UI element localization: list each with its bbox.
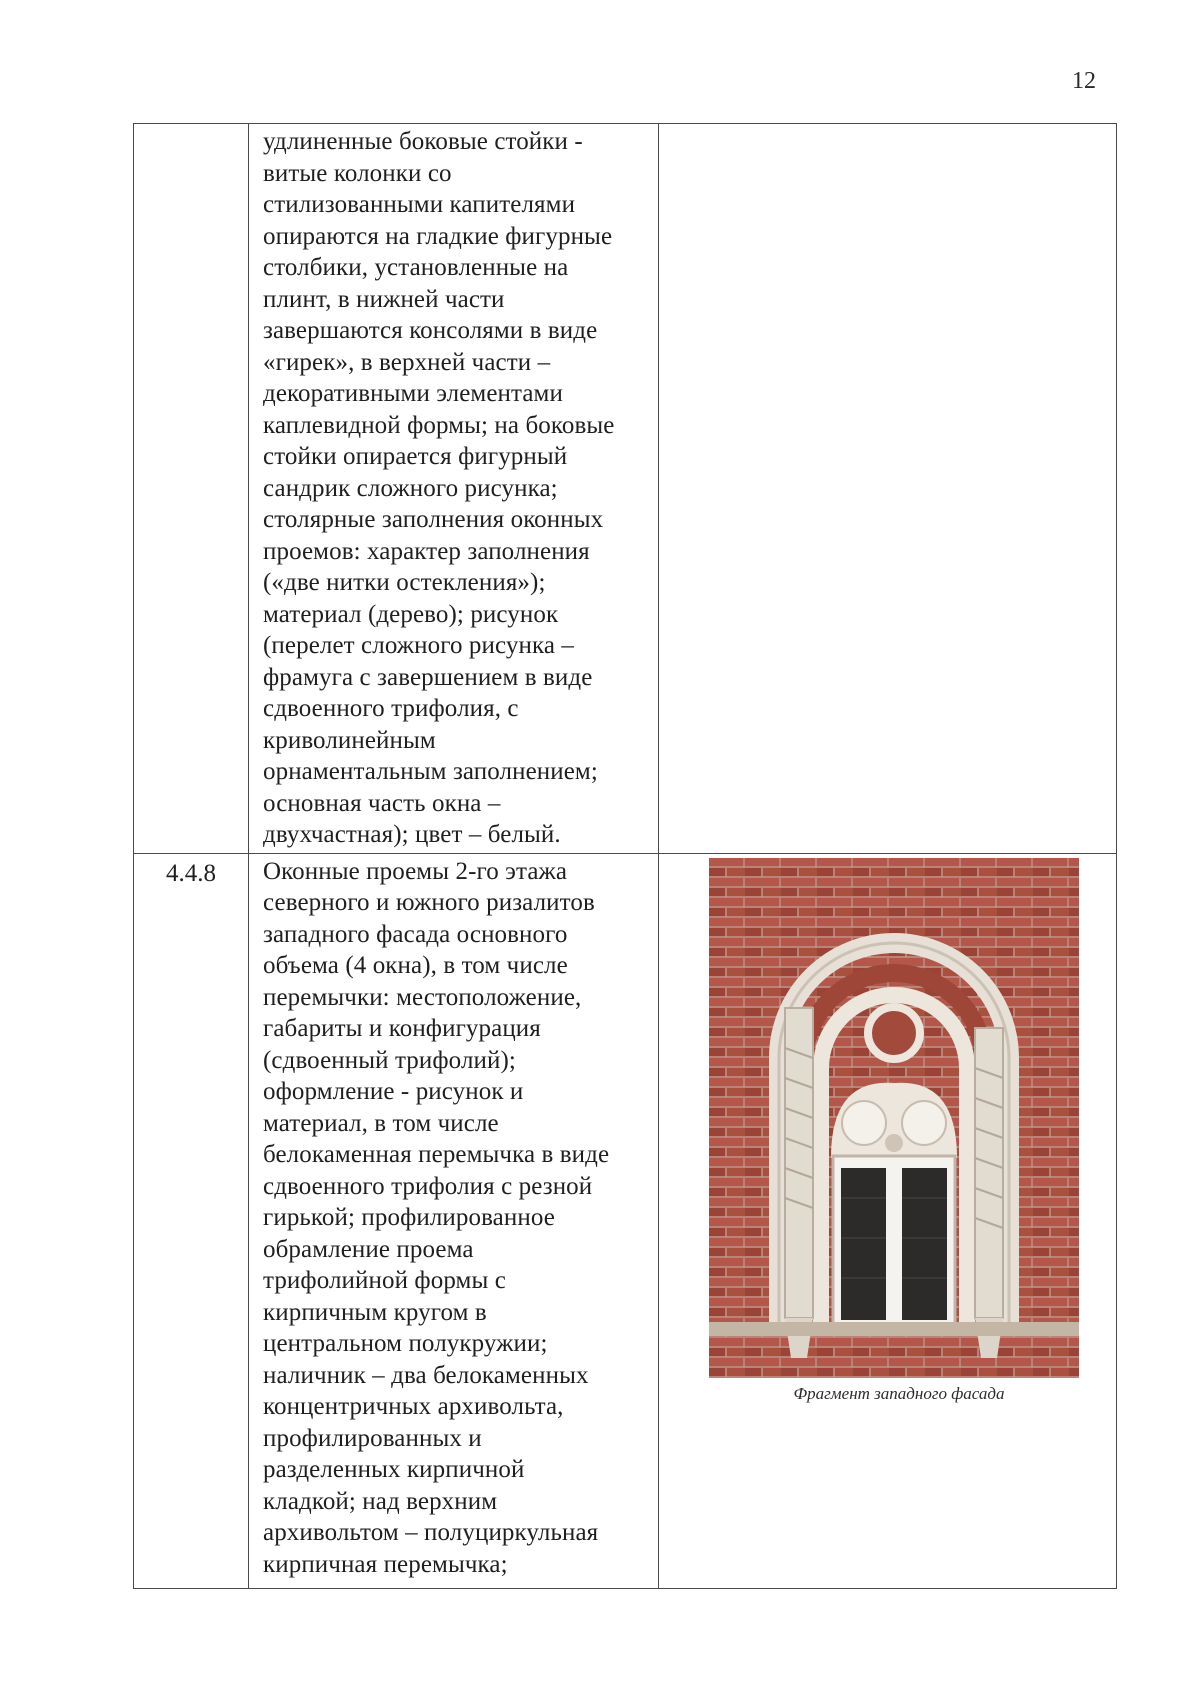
description-cell: удлиненные боковые стойки - витые колонки со стилизованными капителями опираются на гладкие фигурные столбики, установленные на плинт, в нижней части завершаются консолями в виде «гирек», в верхней части – декоративными элементами каплевидной формы; на боковые стойки опирается фигурный сандрик сложного рисунка; столярные заполнения оконных проемов: характер заполнения («две нитки остекления»); материал (дерево); рисунок (перелет сложного рисунка – фрамуга с завершением в виде сдвоенного трифолия, с криволинейным орнаментальным заполнением; основная часть окна – двухчастная); цвет – белый. <box>249 124 659 854</box>
photo-container <box>659 854 1116 1404</box>
window-facade-photo <box>709 858 1079 1378</box>
monument-elements-table <box>133 123 1117 1589</box>
row-number-cell: 4.4.8 <box>134 853 249 1588</box>
table-row <box>134 853 1117 1588</box>
image-cell-empty <box>659 124 1117 854</box>
row-number-cell <box>134 124 249 854</box>
table-row <box>134 124 1117 854</box>
photo-caption: Фрагмент западного фасада <box>793 1383 1005 1403</box>
page-number: 12 <box>1072 68 1096 94</box>
description-cell: Оконные проемы 2-го этажа северного и южного ризалитов западного фасада основного объема (4 окна), в том числе перемычки: местоположение, габариты и конфигурация (сдвоенный трифолий); оформление - рисунок и материал, в том числе белокаменная перемычка в виде сдвоенного трифолия с резной гирькой; профилированное обрамление проема трифолийной формы с кирпичным кругом в центральном полукружии; наличник – два белокаменных концентричных архивольта, профилированных и разделенных кирпичной кладкой; над верхним архивольтом – полуциркульная кирпичная перемычка; <box>249 853 659 1588</box>
image-cell <box>659 853 1117 1588</box>
